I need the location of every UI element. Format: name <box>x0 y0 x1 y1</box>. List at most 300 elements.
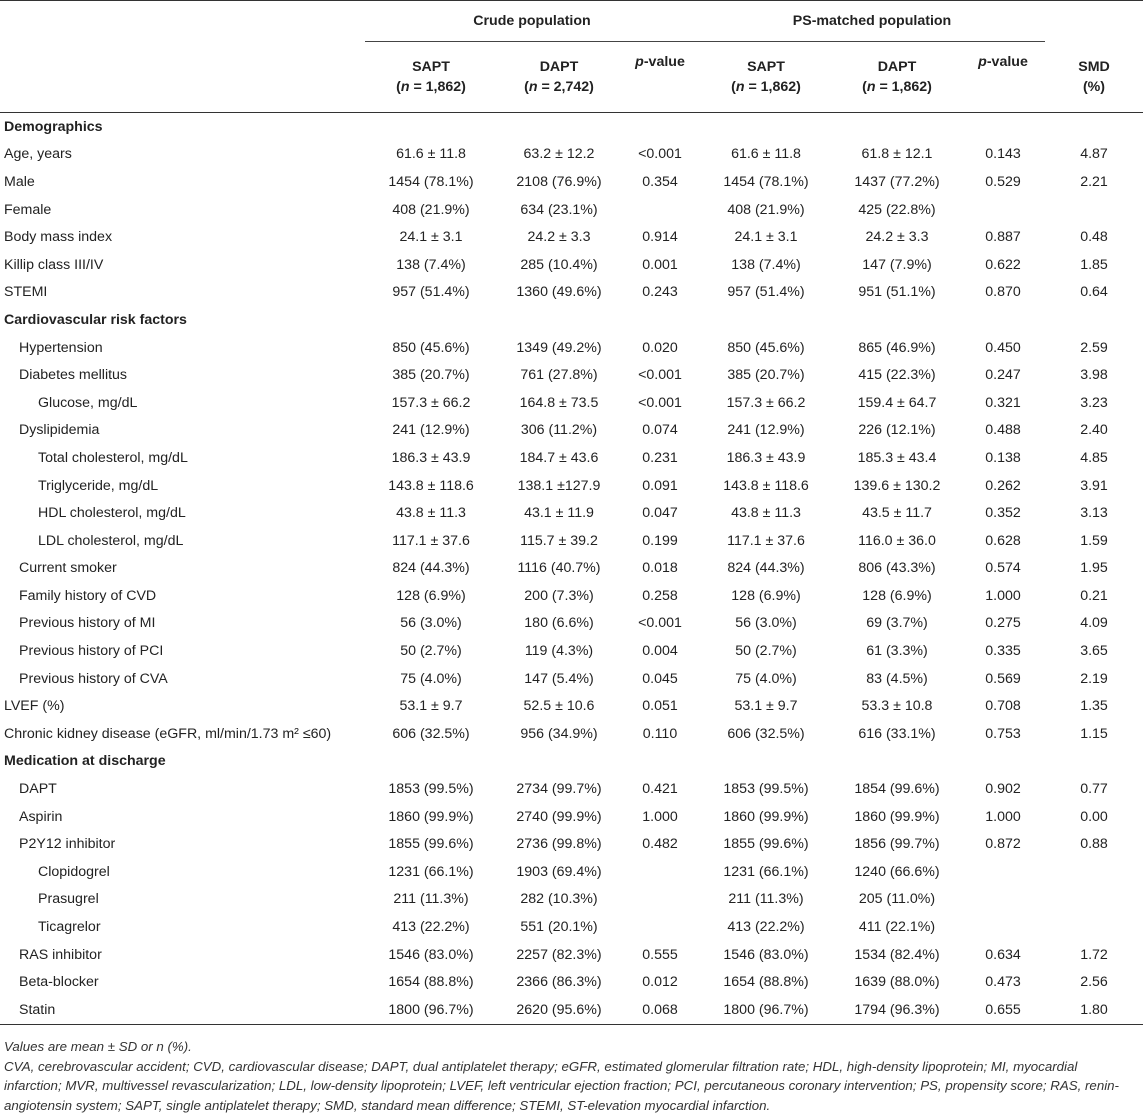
header-label-column <box>0 42 365 113</box>
table-cell: 157.3 ± 66.2 <box>726 394 806 411</box>
table-cell: 0.574 <box>985 560 1021 577</box>
table-cell <box>365 748 497 776</box>
table-row <box>0 223 1143 251</box>
table-cell: 0.708 <box>985 698 1021 715</box>
table-cell: 4.85 <box>1080 449 1108 466</box>
table-cell: 0.473 <box>985 974 1021 991</box>
table-cell: 606 (32.5%) <box>727 725 805 742</box>
row-label: Aspirin <box>19 808 63 825</box>
table-row <box>0 968 1143 996</box>
table-row <box>0 417 1143 445</box>
table-cell <box>621 886 699 914</box>
col-header-sapt-matched: SAPT (n = 1,862) <box>699 42 833 113</box>
abbreviations-footnote: CVA, cerebrovascular accident; CVD, cardiovascular disease; DAPT, dual antiplatelet therapy; eGFR, estimated glomerular filtration rate; HDL, high-density lipoprotein; MI, myocardial infarction; MVR, multivessel revascularization; LDL, low-density lipoprotein; LVEF, left ventricular ejection fraction; PCI, percutaneous coronary intervention; PS, propensity score; RAS, renin-angiotensin system; SAPT, single antiplatelet therapy; SMD, standard mean difference; STEMI, ST-elevation myocardial infarction. <box>4 1058 1119 1113</box>
table-cell <box>1045 113 1143 141</box>
table-cell: 83 (4.5%) <box>866 670 928 687</box>
table-cell: 75 (4.0%) <box>400 670 462 687</box>
table-cell: 1854 (99.6%) <box>854 781 940 798</box>
table-cell: 0.068 <box>621 996 699 1024</box>
table-cell: 2.19 <box>1080 670 1108 687</box>
table-cell <box>1045 913 1143 941</box>
table-cell: 0.569 <box>985 670 1021 687</box>
table-cell <box>833 306 961 334</box>
table-row <box>0 610 1143 638</box>
table-cell: 865 (46.9%) <box>858 339 936 356</box>
table-cell: 2257 (82.3%) <box>516 946 602 963</box>
table-cell: 115.7 ± 39.2 <box>520 532 598 549</box>
table-cell: 1794 (96.3%) <box>833 996 961 1024</box>
table-cell: 3.13 <box>1080 505 1108 522</box>
table-cell: 3.98 <box>1080 367 1108 384</box>
table-cell: 24.1 ± 3.1 <box>734 229 798 246</box>
table-cell: 1454 (78.1%) <box>388 173 474 190</box>
col-header-pvalue-crude: p-value <box>621 42 699 113</box>
table-cell: 1546 (83.0%) <box>723 946 809 963</box>
table-cell: 50 (2.7%) <box>735 643 797 660</box>
table-cell: 0.020 <box>642 339 678 356</box>
col-header-sapt-crude: SAPT (n = 1,862) <box>365 42 497 113</box>
table-cell <box>497 748 621 776</box>
table-cell <box>833 113 961 141</box>
table-cell: 200 (7.3%) <box>524 587 594 604</box>
row-label: Hypertension <box>19 339 103 356</box>
table-cell: 185.3 ± 43.4 <box>857 449 937 466</box>
table-cell: 1534 (82.4%) <box>854 946 940 963</box>
table-cell: 824 (44.3%) <box>392 560 470 577</box>
table-cell <box>961 196 1045 224</box>
row-label: Previous history of CVA <box>19 670 168 687</box>
table-cell: 0.354 <box>642 173 678 190</box>
table-cell: 186.3 ± 43.9 <box>726 449 806 466</box>
table-cell <box>961 913 1045 941</box>
table-cell: 0.012 <box>642 974 678 991</box>
table-cell: 147 (5.4%) <box>524 670 594 687</box>
row-label: LDL cholesterol, mg/dL <box>38 532 184 549</box>
table-cell: 957 (51.4%) <box>392 284 470 301</box>
table-cell <box>699 306 833 334</box>
table-row <box>0 775 1143 803</box>
table-cell: 425 (22.8%) <box>858 201 936 218</box>
table-cell <box>961 858 1045 886</box>
table-cell <box>1045 306 1143 334</box>
table-row <box>0 941 1143 969</box>
table-cell: 0.872 <box>985 836 1021 853</box>
table-cell: 413 (22.2%) <box>392 919 470 936</box>
table-cell: 211 (11.3%) <box>728 891 804 908</box>
table-cell: 951 (51.1%) <box>858 284 936 301</box>
table-row <box>0 361 1143 389</box>
table-cell: 0.047 <box>642 505 678 522</box>
table-cell: 385 (20.7%) <box>392 367 470 384</box>
table-row <box>0 858 1143 886</box>
table-cell: 0.143 <box>985 146 1021 163</box>
table-row <box>0 665 1143 693</box>
table-cell <box>497 113 621 141</box>
table-cell: 0.622 <box>985 256 1021 273</box>
table-cell: 1349 (49.2%) <box>516 339 602 356</box>
table-cell: 1855 (99.6%) <box>388 836 474 853</box>
table-cell: 2.21 <box>1080 173 1108 190</box>
row-label: Body mass index <box>4 229 113 246</box>
group-header-matched: PS-matched population <box>699 1 1045 42</box>
table-cell: 0.64 <box>1080 284 1108 301</box>
table-cell: 143.8 ± 118.6 <box>388 477 474 494</box>
table-cell: 128 (6.9%) <box>731 587 801 604</box>
section-title: Cardiovascular risk factors <box>4 311 187 328</box>
section-header-row <box>0 113 1143 141</box>
table-cell: 1.80 <box>1045 996 1143 1024</box>
table-cell: 1.000 <box>642 808 678 825</box>
table-cell: 0.275 <box>985 615 1021 632</box>
table-cell: 3.91 <box>1080 477 1108 494</box>
table-cell: 824 (44.3%) <box>727 560 805 577</box>
table-cell: 0.914 <box>642 229 678 246</box>
section-title: Medication at discharge <box>4 753 166 770</box>
row-label: Female <box>4 201 52 218</box>
table-cell <box>1045 748 1143 776</box>
table-cell: 634 (23.1%) <box>520 201 598 218</box>
header-blank-smd <box>1045 1 1143 42</box>
table-cell <box>621 113 699 141</box>
table-cell <box>961 113 1045 141</box>
table-cell <box>833 748 961 776</box>
table-cell: 1800 (96.7%) <box>699 996 833 1024</box>
table-cell: 1231 (66.1%) <box>388 863 474 880</box>
table-cell: 0.00 <box>1080 808 1108 825</box>
table-cell: 1.72 <box>1080 946 1108 963</box>
table-body <box>0 113 1143 1025</box>
row-label: HDL cholesterol, mg/dL <box>38 505 186 522</box>
table-cell <box>365 306 497 334</box>
table-cell: 1.35 <box>1080 698 1108 715</box>
table-cell: 0.321 <box>985 394 1021 411</box>
table-cell: 138 (7.4%) <box>731 256 801 273</box>
row-label: Beta-blocker <box>19 974 99 991</box>
table-cell: 0.77 <box>1080 781 1108 798</box>
table-cell: 138 (7.4%) <box>396 256 466 273</box>
table-cell <box>699 113 833 141</box>
table-cell: 0.018 <box>642 560 678 577</box>
table-cell: 43.1 ± 11.9 <box>524 505 594 522</box>
table-cell <box>621 913 699 941</box>
table-cell: 50 (2.7%) <box>400 643 462 660</box>
table-cell: <0.001 <box>638 146 682 163</box>
table-cell: 143.8 ± 118.6 <box>723 477 809 494</box>
table-cell: 1654 (88.8%) <box>388 974 474 991</box>
table-cell: 24.2 ± 3.3 <box>527 229 591 246</box>
row-label: DAPT <box>19 781 57 798</box>
table-cell: 0.110 <box>642 725 678 742</box>
table-cell: 408 (21.9%) <box>727 201 805 218</box>
table-cell: 3.65 <box>1080 643 1108 660</box>
table-cell: 606 (32.5%) <box>392 725 470 742</box>
table-cell: <0.001 <box>638 367 682 384</box>
table-cell: 0.21 <box>1080 587 1108 604</box>
table-cell: 241 (12.9%) <box>392 422 470 439</box>
row-label: STEMI <box>4 284 48 301</box>
row-label: Family history of CVD <box>19 587 157 604</box>
row-label: Diabetes mellitus <box>19 367 128 384</box>
table-cell <box>497 306 621 334</box>
table-cell: 551 (20.1%) <box>520 919 598 936</box>
table-cell: 0.753 <box>985 725 1021 742</box>
table-cell: 3.23 <box>1080 394 1108 411</box>
table-cell: 53.1 ± 9.7 <box>399 698 463 715</box>
table-cell: 75 (4.0%) <box>735 670 797 687</box>
table-cell: 0.352 <box>985 505 1021 522</box>
table-cell: 1.15 <box>1080 725 1108 742</box>
table-cell: 0.258 <box>642 587 678 604</box>
table-cell: 0.482 <box>642 836 678 853</box>
table-cell <box>1045 196 1143 224</box>
table-cell <box>621 196 699 224</box>
table-cell: 0.001 <box>642 256 678 273</box>
table-cell: 1855 (99.6%) <box>723 836 809 853</box>
table-cell: 211 (11.3%) <box>393 891 469 908</box>
table-cell: 61.6 ± 11.8 <box>731 146 801 163</box>
row-label: Clopidogrel <box>38 863 110 880</box>
table-cell: 24.2 ± 3.3 <box>865 229 929 246</box>
table-cell: 1654 (88.8%) <box>723 974 809 991</box>
table-row <box>0 692 1143 720</box>
table-cell: 0.870 <box>985 284 1021 301</box>
header-blank <box>0 1 365 42</box>
section-header-row <box>0 748 1143 776</box>
table-cell: 43.8 ± 11.3 <box>731 505 801 522</box>
table-row <box>0 996 1143 1024</box>
row-label: Chronic kidney disease (eGFR, ml/min/1.73 m² ≤60) <box>4 725 332 742</box>
table-cell: 157.3 ± 66.2 <box>391 394 471 411</box>
col-header-pvalue-matched: p-value <box>961 42 1045 113</box>
table-cell: 0.335 <box>985 643 1021 660</box>
table-cell: 285 (10.4%) <box>520 256 598 273</box>
table-cell: 43.5 ± 11.7 <box>862 505 932 522</box>
table-cell <box>1045 858 1143 886</box>
col-header-smd: SMD (%) <box>1045 42 1143 113</box>
table-row <box>0 720 1143 748</box>
table-cell: 0.231 <box>642 449 678 466</box>
table-row <box>0 334 1143 362</box>
row-label: Age, years <box>4 146 72 163</box>
table-cell: 2366 (86.3%) <box>516 974 602 991</box>
table-cell: 0.247 <box>985 367 1021 384</box>
table-cell <box>621 306 699 334</box>
table-cell: 2.59 <box>1080 339 1108 356</box>
table-row <box>0 555 1143 583</box>
table-cell <box>961 306 1045 334</box>
table-cell: 128 (6.9%) <box>396 587 466 604</box>
table-cell: 2620 (95.6%) <box>497 996 621 1024</box>
table-row <box>0 803 1143 831</box>
table-cell: 24.1 ± 3.1 <box>399 229 463 246</box>
table-cell: 2736 (99.8%) <box>516 836 602 853</box>
table-cell: 1546 (83.0%) <box>388 946 474 963</box>
row-label: Previous history of MI <box>19 615 156 632</box>
table-cell: 0.655 <box>961 996 1045 1024</box>
table-cell: 61.8 ± 12.1 <box>861 146 933 163</box>
table-cell: 415 (22.3%) <box>858 367 936 384</box>
table-cell: 2740 (99.9%) <box>516 808 602 825</box>
table-cell <box>1045 886 1143 914</box>
table-row <box>0 251 1143 279</box>
row-label: Statin <box>0 996 365 1024</box>
table-cell: 408 (21.9%) <box>392 201 470 218</box>
table-cell: 957 (51.4%) <box>727 284 805 301</box>
table-cell: 61.6 ± 11.8 <box>396 146 466 163</box>
table-cell: <0.001 <box>638 394 682 411</box>
table-cell: 1853 (99.5%) <box>388 781 474 798</box>
table-cell: 0.529 <box>985 173 1021 190</box>
table-cell: 806 (43.3%) <box>858 560 936 577</box>
table-cell: 1903 (69.4%) <box>516 863 602 880</box>
table-cell: 4.87 <box>1080 146 1108 163</box>
table-cell: 0.045 <box>642 670 678 687</box>
table-row <box>0 472 1143 500</box>
table-cell: 1639 (88.0%) <box>854 974 940 991</box>
table-row <box>0 527 1143 555</box>
col-header-dapt-matched: DAPT (n = 1,862) <box>833 42 961 113</box>
table-cell: 0.074 <box>642 422 678 439</box>
row-label: LVEF (%) <box>4 698 65 715</box>
table-cell: 117.1 ± 37.6 <box>727 532 805 549</box>
row-label: Current smoker <box>19 560 117 577</box>
table-row <box>0 444 1143 472</box>
table-row <box>0 389 1143 417</box>
table-cell: 2734 (99.7%) <box>516 781 602 798</box>
table-cell: 616 (33.1%) <box>858 725 936 742</box>
row-label: Glucose, mg/dL <box>38 394 138 411</box>
table-row <box>0 196 1143 224</box>
table-cell: 53.3 ± 10.8 <box>861 698 933 715</box>
table-cell: 4.09 <box>1080 615 1108 632</box>
row-label: Killip class III/IV <box>4 256 104 273</box>
table-cell <box>621 858 699 886</box>
row-label: Total cholesterol, mg/dL <box>38 449 188 466</box>
row-label: Male <box>4 173 35 190</box>
table-cell: 1860 (99.9%) <box>388 808 474 825</box>
table-cell <box>961 748 1045 776</box>
table-cell: <0.001 <box>638 615 682 632</box>
table-cell: 1.95 <box>1080 560 1108 577</box>
table-cell: 159.4 ± 64.7 <box>857 394 937 411</box>
table-cell: 0.450 <box>985 339 1021 356</box>
table-cell: 0.262 <box>985 477 1021 494</box>
table-cell: 0.138 <box>985 449 1021 466</box>
table-cell: 226 (12.1%) <box>858 422 936 439</box>
table-row <box>0 279 1143 307</box>
table-cell: 53.1 ± 9.7 <box>734 698 798 715</box>
table-row <box>0 141 1143 169</box>
table-cell: 52.5 ± 10.6 <box>523 698 595 715</box>
table-cell: 56 (3.0%) <box>735 615 797 632</box>
table-cell: 1.85 <box>1080 256 1108 273</box>
table-cell: 43.8 ± 11.3 <box>396 505 466 522</box>
table-cell: 1360 (49.6%) <box>516 284 602 301</box>
table-cell: 1437 (77.2%) <box>854 173 940 190</box>
table-cell: 413 (22.2%) <box>727 919 805 936</box>
table-cell: 2.40 <box>1080 422 1108 439</box>
table-cell: 119 (4.3%) <box>524 643 594 660</box>
table-cell: 1231 (66.1%) <box>723 863 809 880</box>
table-cell <box>621 748 699 776</box>
table-cell: 1.59 <box>1080 532 1108 549</box>
table-cell: 1454 (78.1%) <box>723 173 809 190</box>
table-cell: 0.004 <box>642 643 678 660</box>
table-cell: 1860 (99.9%) <box>723 808 809 825</box>
table-cell: 761 (27.8%) <box>520 367 598 384</box>
table-cell: 61 (3.3%) <box>866 643 928 660</box>
table-row <box>0 168 1143 196</box>
table-cell: 0.421 <box>642 781 678 798</box>
row-label: Ticagrelor <box>38 919 101 936</box>
table-cell: 0.555 <box>642 946 678 963</box>
table-cell: 1800 (96.7%) <box>365 996 497 1024</box>
row-label: Triglyceride, mg/dL <box>38 477 159 494</box>
table-cell: 956 (34.9%) <box>520 725 598 742</box>
table-cell: 180 (6.6%) <box>524 615 594 632</box>
table-cell: 1860 (99.9%) <box>854 808 940 825</box>
table-row <box>0 637 1143 665</box>
table-footnotes <box>4 1037 1136 1115</box>
table-row <box>0 830 1143 858</box>
table-cell: 2108 (76.9%) <box>516 173 602 190</box>
table-cell: 0.243 <box>642 284 678 301</box>
table-cell: 2.56 <box>1080 974 1108 991</box>
row-label: P2Y12 inhibitor <box>19 836 116 853</box>
table-cell: 1240 (66.6%) <box>854 863 940 880</box>
row-label: Previous history of PCI <box>19 643 164 660</box>
table-cell: 164.8 ± 73.5 <box>519 394 599 411</box>
table-cell: 138.1 ±127.9 <box>517 477 601 494</box>
row-label: Dyslipidemia <box>19 422 100 439</box>
table-cell: 186.3 ± 43.9 <box>391 449 471 466</box>
table-cell: 205 (11.0%) <box>858 891 936 908</box>
section-title: Demographics <box>4 118 103 135</box>
row-label: RAS inhibitor <box>19 946 102 963</box>
table-cell: 306 (11.2%) <box>520 422 598 439</box>
table-cell: 385 (20.7%) <box>727 367 805 384</box>
table-cell: 128 (6.9%) <box>862 587 932 604</box>
table-cell: 1.000 <box>985 587 1021 604</box>
table-cell: 850 (45.6%) <box>392 339 470 356</box>
table-cell <box>961 886 1045 914</box>
table-cell: 116.0 ± 36.0 <box>858 532 936 549</box>
table-cell: 0.199 <box>642 532 678 549</box>
row-label: Prasugrel <box>38 891 99 908</box>
table-cell: 1.000 <box>985 808 1021 825</box>
table-cell <box>365 113 497 141</box>
table-cell <box>699 748 833 776</box>
table-cell: 0.628 <box>985 532 1021 549</box>
table-cell: 0.051 <box>642 698 678 715</box>
table-cell: 850 (45.6%) <box>727 339 805 356</box>
table-row <box>0 886 1143 914</box>
table-row <box>0 913 1143 941</box>
group-header-crude: Crude population <box>365 1 699 42</box>
table-cell: 63.2 ± 12.2 <box>523 146 595 163</box>
table-cell: 69 (3.7%) <box>866 615 928 632</box>
table-cell: 0.488 <box>985 422 1021 439</box>
table-cell: 1853 (99.5%) <box>723 781 809 798</box>
table-cell: 117.1 ± 37.6 <box>392 532 470 549</box>
table-cell: 0.634 <box>985 946 1021 963</box>
table-cell: 241 (12.9%) <box>727 422 805 439</box>
table-cell: 184.7 ± 43.6 <box>519 449 599 466</box>
section-header-row <box>0 306 1143 334</box>
table-row <box>0 499 1143 527</box>
table-cell: 56 (3.0%) <box>400 615 462 632</box>
table-cell: 411 (22.1%) <box>858 919 936 936</box>
